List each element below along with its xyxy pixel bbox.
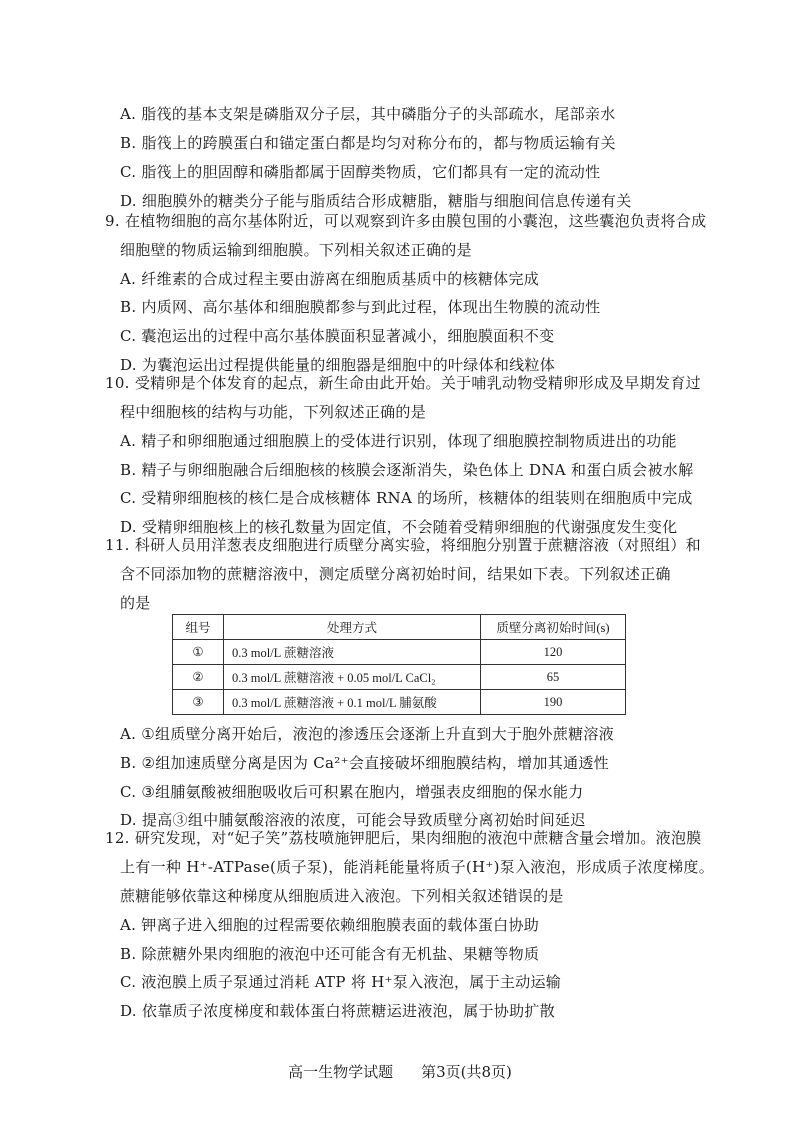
table-cell-time: 190	[481, 690, 626, 715]
table-row	[173, 640, 626, 665]
table-cell-group: ③	[173, 690, 224, 715]
results-table	[172, 614, 626, 715]
table-header-row	[173, 615, 626, 640]
q12-option-d: D. 依靠质子浓度梯度和载体蛋白将蔗糖运进液泡，属于协助扩散	[120, 1002, 556, 1020]
q9-option-b: B. 内质网、高尔基体和细胞膜都参与到此过程，体现出生物膜的流动性	[120, 298, 601, 316]
q11-option-c: C. ③组脯氨酸被细胞吸收后可积累在胞内，增强表皮细胞的保水能力	[120, 783, 584, 801]
footer-title: 高一生物学试题	[288, 1063, 394, 1081]
q9-stem-line1: 9. 在植物细胞的高尔基体附近，可以观察到许多由膜包围的小囊泡，这些囊泡负责将合成	[105, 212, 707, 230]
q10-option-d: D. 受精卵细胞核上的核孔数量为固定值，不会随着受精卵细胞的代谢强度发生变化	[120, 518, 678, 536]
q10-stem-line2: 程中细胞核的结构与功能，下列叙述正确的是	[120, 403, 427, 421]
q9-option-a: A. 纤维素的合成过程主要由游离在细胞质基质中的核糖体完成	[120, 270, 540, 288]
q9-option-c: C. 囊泡运出的过程中高尔基体膜面积显著减小，细胞膜面积不变	[120, 327, 555, 345]
table-cell-time: 120	[481, 640, 626, 665]
table-cell-treatment: 0.3 mol/L 蔗糖溶液 + 0.05 mol/L CaCl₂	[224, 665, 481, 690]
table-row	[173, 665, 626, 690]
table-cell-time: 65	[481, 665, 626, 690]
footer-page-number: 第3页(共8页)	[421, 1063, 512, 1081]
table-cell-group: ①	[173, 640, 224, 665]
page-footer	[0, 1062, 800, 1082]
q12-stem-line1: 12. 研究发现，对“妃子笑”荔枝喷施钾肥后，果肉细胞的液泡中蔗糖含量会增加。液泡膜	[105, 829, 702, 847]
q9-option-d: D. 为囊泡运出过程提供能量的细胞器是细胞中的叶绿体和线粒体	[120, 356, 556, 374]
q12-option-a: A. 钾离子进入细胞的过程需要依赖细胞膜表面的载体蛋白协助	[120, 916, 540, 934]
q8-option-d: D. 细胞膜外的糖类分子能与脂质结合形成糖脂，糖脂与细胞间信息传递有关	[120, 192, 632, 210]
q12-option-c: C. 液泡膜上质子泵通过消耗 ATP 将 H⁺泵入液泡，属于主动运输	[120, 973, 562, 991]
q11-stem-line2: 含不同添加物的蔗糖溶液中，测定质壁分离初始时间，结果如下表。下列叙述正确	[120, 565, 671, 583]
q12-option-b: B. 除蔗糖外果肉细胞的液泡中还可能含有无机盐、果糖等物质	[120, 945, 540, 963]
q12-stem-line2: 上有一种 H⁺-ATPase(质子泵)，能消耗能量将质子(H⁺)泵入液泡，形成质子浓度梯度。	[120, 858, 714, 876]
table-header-time: 质壁分离初始时间(s)	[481, 615, 626, 640]
table-row	[173, 690, 626, 715]
q11-option-d: D. 提高③组中脯氨酸溶液的浓度，可能会导致质壁分离初始时间延迟	[120, 811, 586, 829]
q10-option-b: B. 精子与卵细胞融合后细胞核的核膜会逐渐消失，染色体上 DNA 和蛋白质会被水解	[120, 461, 694, 479]
q10-stem-line1: 10. 受精卵是个体发育的起点，新生命由此开始。关于哺乳动物受精卵形成及早期发育过	[105, 374, 701, 392]
table-cell-treatment: 0.3 mol/L 蔗糖溶液 + 0.1 mol/L 脯氨酸	[224, 690, 481, 715]
table-cell-treatment: 0.3 mol/L 蔗糖溶液	[224, 640, 481, 665]
q8-option-b: B. 脂筏上的跨膜蛋白和锚定蛋白都是均匀对称分布的，都与物质运输有关	[120, 134, 616, 152]
q12-stem-line3: 蔗糖能够依靠这种梯度从细胞质进入液泡。下列相关叙述错误的是	[120, 887, 564, 905]
q9-stem-line2: 细胞壁的物质运输到细胞膜。下列相关叙述正确的是	[120, 241, 472, 259]
q11-option-a: A. ①组质壁分离开始后，液泡的渗透压会逐渐上升直到大于胞外蔗糖溶液	[120, 725, 615, 743]
q11-stem-line3: 的是	[120, 594, 151, 612]
table-cell-group: ②	[173, 665, 224, 690]
q10-option-c: C. 受精卵细胞核的核仁是合成核糖体 RNA 的场所，核糖体的组装则在细胞质中完成	[120, 489, 693, 507]
q8-option-a: A. 脂筏的基本支架是磷脂双分子层，其中磷脂分子的头部疏水，尾部亲水	[120, 105, 616, 123]
q8-option-c: C. 脂筏上的胆固醇和磷脂都属于固醇类物质，它们都具有一定的流动性	[120, 163, 601, 181]
q11-option-b: B. ②组加速质壁分离是因为 Ca²⁺会直接破坏细胞膜结构，增加其通透性	[120, 754, 609, 772]
table-header-treatment: 处理方式	[224, 615, 481, 640]
table-header-group: 组号	[173, 615, 224, 640]
q11-stem-line1: 11. 科研人员用洋葱表皮细胞进行质壁分离实验，将细胞分别置于蔗糖溶液（对照组）和	[105, 536, 701, 554]
q10-option-a: A. 精子和卵细胞通过细胞膜上的受体进行识别，体现了细胞膜控制物质进出的功能	[120, 432, 677, 450]
